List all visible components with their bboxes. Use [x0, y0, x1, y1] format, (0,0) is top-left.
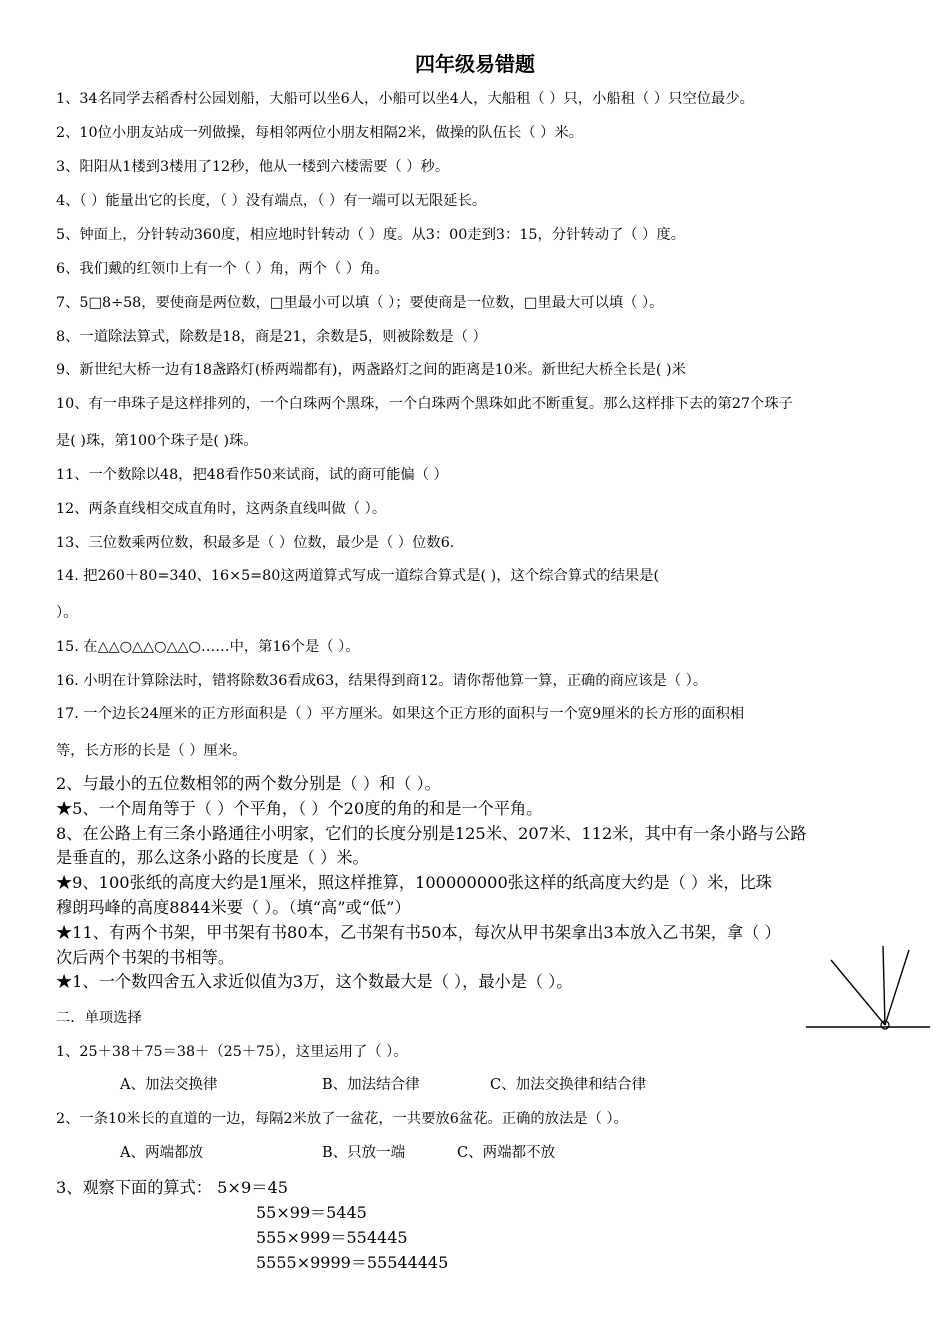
- star-question-line-5: ★9、100张纸的高度大约是1厘米，照这样推算，100000000张这样的纸高度大约是（ ）米，比珠: [56, 873, 772, 892]
- section-heading: 二．单项选择: [56, 1010, 142, 1026]
- question-line-14: 14. 把260＋80=340、16×5=80这两道算式写成一道综合算式是( )，这个综合算式的结果是(: [56, 568, 660, 584]
- option-a: A、两端都放: [120, 1145, 203, 1161]
- question-line-7: 7、5□8÷58，要使商是两位数，□里最小可以填（ ）；要使商是一位数，□里最大可以填（ ）。: [56, 295, 664, 311]
- question-line-9: 9、新世纪大桥一边有18盏路灯(桥两端都有)，两盏路灯之间的距离是10米。新世纪大桥全长是( )米: [56, 362, 686, 378]
- star-question-line-2: ★5、一个周角等于（ ）个平角，（ ）个20度的角的和是一个平角。: [56, 799, 543, 818]
- question-line-3: 3、阳阳从1楼到3楼用了12秒，他从一楼到六楼需要（ ）秒。: [56, 159, 450, 175]
- ray-vertical: [883, 946, 885, 1025]
- option-b: B、只放一端: [322, 1145, 406, 1161]
- question-line-16: 16. 小明在计算除法时，错将除数36看成63，结果得到商12。请你帮他算一算，正确的商应该是（ ）。: [56, 673, 708, 689]
- question-line-12: 12、两条直线相交成直角时，这两条直线叫做（ ）。: [56, 501, 387, 517]
- equation-line: 5555×9999＝55544445: [256, 1253, 449, 1272]
- question-line-1: 1、34名同学去稻香村公园划船，大船可以坐6人，小船可以坐4人，大船租（ ）只，小船租（ ）只空位最少。: [56, 91, 754, 107]
- question-line-13: 13、三位数乘两位数，积最多是（ ）位数，最少是（ ）位数6.: [56, 535, 455, 551]
- option-c: C、加法交换律和结合律: [490, 1077, 647, 1093]
- ray-left: [831, 960, 885, 1025]
- equation-line: 555×999＝554445: [256, 1228, 408, 1247]
- choice-question-1: 1、25＋38＋75＝38＋（25＋75），这里运用了（ ）。: [56, 1044, 408, 1060]
- star-question-line-3: 8、在公路上有三条小路通往小明家，它们的长度分别是125米、207米、112米，其中有一条小路与公路: [56, 824, 807, 843]
- question-line-10: 10、有一串珠子是这样排列的，一个白珠两个黑珠，一个白珠两个黑珠如此不断重复。那么这样排下去的第27个珠子: [56, 396, 793, 412]
- option-b: B、加法结合律: [322, 1077, 420, 1093]
- question-line-8: 8、一道除法算式，除数是18，商是21，余数是5，则被除数是（ ）: [56, 329, 487, 345]
- star-question-line-1: 2、与最小的五位数相邻的两个数分别是（ ）和（ ）。: [56, 774, 441, 793]
- question-line-2: 2、10位小朋友站成一列做操，每相邻两位小朋友相隔2米，做操的队伍长（ ）米。: [56, 125, 584, 141]
- star-question-line-4: 是垂直的，那么这条小路的长度是（ ）米。: [56, 848, 369, 867]
- question-line-17: 17. 一个边长24厘米的正方形面积是（ ）平方厘米。如果这个正方形的面积与一个宽9厘米的长方形的面积相: [56, 706, 745, 722]
- page-title: 四年级易错题: [415, 52, 535, 76]
- star-question-line-9: ★1、一个数四舍五入求近似值为3万，这个数最大是（ ），最小是（ ）。: [56, 972, 573, 991]
- choice-question-2: 2、一条10米长的直道的一边，每隔2米放了一盆花，一共要放6盆花。正确的放法是（ ）。: [56, 1111, 628, 1127]
- question-line-4: 4、（ ）能量出它的长度，（ ）没有端点，（ ）有一端可以无限延长。: [56, 193, 487, 209]
- question-line-17-cont: 等，长方形的长是（ ）厘米。: [56, 743, 247, 759]
- choice-question-3: 3、观察下面的算式： 5×9＝45: [56, 1178, 289, 1197]
- star-question-line-7: ★11、有两个书架，甲书架有书80本，乙书架有书50本，每次从甲书架拿出3本放入乙书架，拿（ ）: [56, 923, 781, 942]
- question-line-10-cont: 是( )珠，第100个珠子是( )珠。: [56, 433, 258, 449]
- star-question-line-8: 次后两个书架的书相等。: [56, 948, 235, 967]
- option-a: A、加法交换律: [120, 1077, 218, 1093]
- ray-right: [885, 950, 909, 1025]
- question-line-15: 15. 在△△○△△○△△○……中，第16个是（ ）。: [56, 639, 360, 655]
- question-line-5: 5、钟面上，分针转动360度，相应地时针转动（ ）度。从3：00走到3：15，分针转动了（ ）度。: [56, 227, 686, 243]
- star-question-line-6: 穆朗玛峰的高度8844米要（ ）。（填“高”或“低”）: [56, 898, 411, 917]
- option-c: C、两端都不放: [457, 1145, 556, 1161]
- question-line-6: 6、我们戴的红领巾上有一个（ ）角，两个（ ）角。: [56, 261, 389, 277]
- question-line-11: 11、一个数除以48，把48看作50来试商，试的商可能偏（ ）: [56, 467, 448, 483]
- equation-line: 55×99＝5445: [256, 1203, 367, 1222]
- question-line-14-cont: ）。: [56, 605, 78, 621]
